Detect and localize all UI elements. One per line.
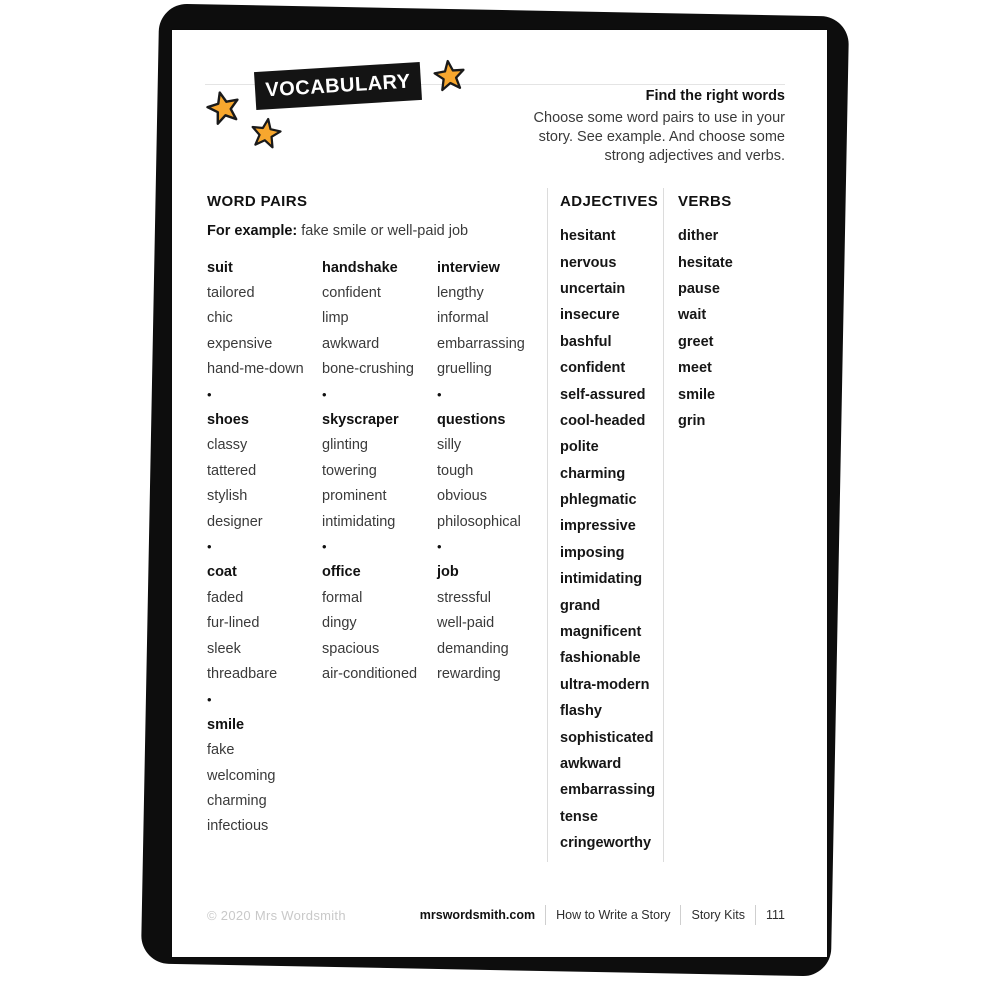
word-item: flashy (560, 703, 602, 720)
word-pair-word: confident (322, 285, 381, 302)
word-item: grand (560, 597, 601, 614)
group-separator-bullet: • (207, 387, 212, 403)
footer-separator (755, 905, 756, 925)
group-separator-bullet: • (437, 387, 442, 403)
adjectives-header: ADJECTIVES (560, 193, 659, 210)
word-pair-word: threadbare (207, 665, 278, 682)
word-pair-word: classy (207, 437, 248, 454)
word-pair-word: towering (322, 462, 377, 479)
word-item: pause (678, 280, 720, 297)
word-item: self-assured (560, 386, 646, 403)
word-pair-noun: suit (207, 259, 233, 276)
word-pair-word: rewarding (437, 665, 501, 682)
footer-book-title: How to Write a Story (556, 908, 671, 922)
word-item: greet (678, 333, 714, 350)
adjectives-list (560, 223, 660, 856)
word-pair-word: spacious (322, 640, 380, 657)
word-item: magnificent (560, 624, 642, 641)
word-item: smile (678, 386, 716, 403)
group-separator-bullet: • (322, 387, 327, 403)
group-separator-bullet: • (322, 539, 327, 555)
word-pair-word: glinting (322, 437, 368, 454)
word-item: cool-headed (560, 412, 646, 429)
footer-separator (545, 905, 546, 925)
word-pair-word: dingy (322, 615, 357, 632)
word-pair-noun: shoes (207, 412, 249, 429)
word-item: nervous (560, 254, 617, 271)
word-pair-word: tattered (207, 462, 257, 479)
word-item: sophisticated (560, 729, 654, 746)
word-pairs-column (322, 255, 437, 839)
word-item: imposing (560, 544, 625, 561)
word-pair-word: silly (437, 437, 462, 454)
word-item: uncertain (560, 280, 626, 297)
word-pair-noun: office (322, 564, 361, 581)
word-item: phlegmatic (560, 492, 637, 509)
word-pair-word: demanding (437, 640, 509, 657)
word-pair-noun: smile (207, 716, 245, 733)
word-pair-word: infectious (207, 818, 269, 835)
intro-line: story. See example. And choose some (538, 129, 785, 145)
word-pair-word: bone-crushing (322, 361, 414, 378)
star-icon (202, 86, 244, 128)
copyright-text: © 2020 Mrs Wordsmith (207, 907, 346, 923)
footer-series: Story Kits (691, 908, 745, 922)
word-pair-word: awkward (322, 335, 380, 352)
group-separator-bullet: • (207, 691, 212, 707)
word-pair-word: air-conditioned (322, 665, 418, 682)
vocabulary-banner (254, 62, 422, 110)
word-pair-noun: skyscraper (322, 412, 399, 429)
verbs-section (678, 193, 778, 434)
adjectives-section (560, 193, 660, 856)
word-pair-word: charming (207, 792, 267, 809)
word-pair-word: embarrassing (437, 335, 525, 352)
word-item: ultra-modern (560, 676, 650, 693)
word-pair-word: well-paid (437, 615, 495, 632)
intro-line: Choose some word pairs to use in your (533, 110, 785, 126)
word-item: cringeworthy (560, 835, 652, 852)
intro-block (485, 88, 785, 166)
word-pair-word: faded (207, 589, 244, 606)
word-pair-word: designer (207, 513, 263, 530)
word-pair-word: chic (207, 310, 233, 327)
word-pair-word: tough (437, 462, 474, 479)
intro-title: Find the right words (645, 88, 785, 104)
group-separator-bullet: • (437, 539, 442, 555)
word-pairs-column (437, 255, 552, 839)
word-pairs-grid (207, 255, 552, 839)
word-pair-word: limp (322, 310, 349, 327)
word-item: hesitate (678, 254, 733, 271)
footer-site: mrswordsmith.com (419, 908, 536, 922)
word-pair-word: gruelling (437, 361, 492, 378)
word-item: tense (560, 808, 598, 825)
intro-line: strong adjectives and verbs. (604, 148, 785, 164)
word-pair-word: prominent (322, 488, 387, 505)
word-pairs-column (207, 255, 322, 839)
word-pair-word: intimidating (322, 513, 396, 530)
star-icon (248, 115, 285, 152)
column-divider (663, 188, 664, 862)
word-pairs-example (207, 223, 552, 239)
word-pair-word: hand-me-down (207, 361, 304, 378)
word-pair-noun: questions (437, 412, 506, 429)
word-pairs-header: WORD PAIRS (207, 193, 308, 210)
word-pairs-section (207, 193, 552, 839)
word-pair-word: formal (322, 589, 363, 606)
word-item: impressive (560, 518, 636, 535)
verbs-header: VERBS (678, 193, 732, 210)
word-item: meet (678, 360, 712, 377)
vocabulary-banner-label: VOCABULARY (264, 70, 412, 101)
example-label: For example: (207, 223, 298, 239)
verbs-list (678, 223, 778, 434)
footer-meta (420, 905, 785, 925)
word-pair-word: expensive (207, 335, 273, 352)
page-footer (207, 903, 785, 927)
footer-page-number: 111 (765, 908, 785, 922)
word-item: grin (678, 412, 706, 429)
word-pair-word: fur-lined (207, 615, 260, 632)
word-item: bashful (560, 333, 612, 350)
word-item: awkward (560, 756, 622, 772)
word-pair-noun: handshake (322, 259, 398, 276)
word-item: embarrassing (560, 782, 656, 799)
word-pair-word: philosophical (437, 513, 521, 530)
word-pair-word: sleek (207, 640, 241, 657)
word-pair-word: tailored (207, 285, 255, 302)
example-text: fake smile or well-paid job (301, 223, 469, 239)
word-item: charming (560, 465, 626, 482)
word-pair-word: welcoming (207, 767, 276, 784)
footer-separator (680, 905, 681, 925)
word-item: intimidating (560, 571, 643, 588)
word-item: hesitant (560, 228, 616, 245)
word-item: insecure (560, 307, 620, 324)
star-icon (431, 57, 468, 94)
word-pair-word: lengthy (437, 285, 484, 302)
word-item: polite (560, 439, 599, 456)
worksheet-page (172, 30, 827, 957)
word-item: wait (678, 307, 707, 324)
group-separator-bullet: • (207, 539, 212, 555)
word-item: fashionable (560, 650, 641, 667)
word-pair-word: informal (437, 310, 489, 327)
word-pair-word: obvious (437, 488, 487, 505)
word-pair-noun: coat (207, 564, 237, 581)
word-item: dither (678, 228, 719, 245)
word-pair-noun: interview (437, 259, 500, 276)
word-pair-noun: job (437, 564, 459, 581)
column-divider (547, 188, 548, 862)
word-item: confident (560, 360, 626, 377)
word-pair-word: stressful (437, 589, 491, 606)
word-pair-word: stylish (207, 488, 248, 505)
word-pair-word: fake (207, 742, 235, 759)
